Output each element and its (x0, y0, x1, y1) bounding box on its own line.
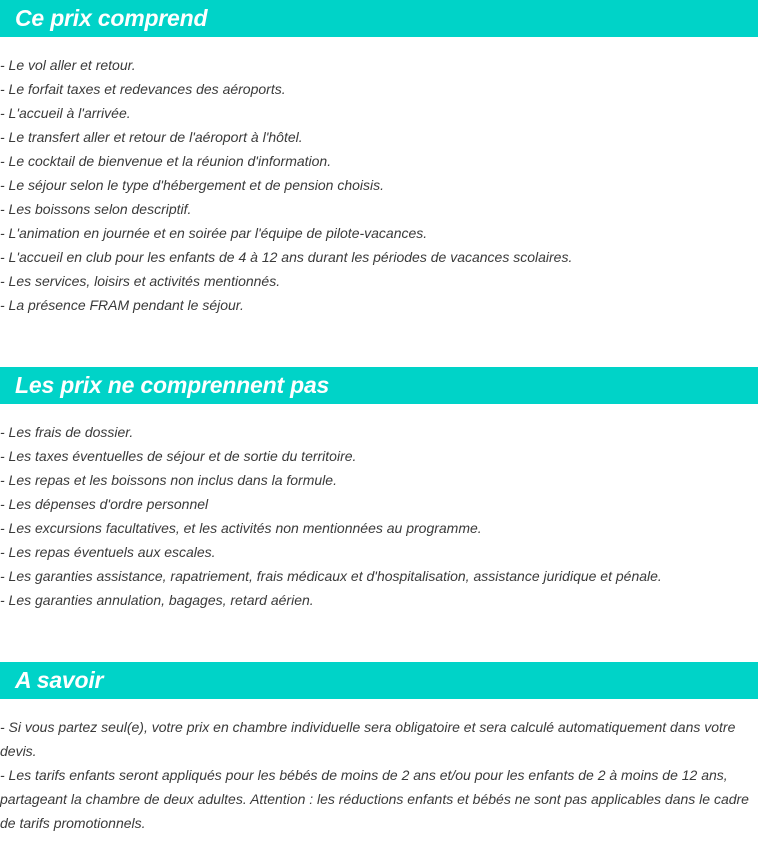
section-title: Ce prix comprend (15, 5, 208, 31)
list-item: - Les frais de dossier. (0, 424, 134, 440)
list-item: - Le forfait taxes et redevances des aéroports. (0, 81, 286, 97)
list-item: - Les excursions facultatives, et les activités non mentionnées au programme. (0, 520, 482, 536)
list-item: - Les dépenses d'ordre personnel (0, 496, 209, 512)
section-header (0, 662, 758, 699)
list-item: - Le vol aller et retour. (0, 57, 136, 73)
list-item: - Les garanties assistance, rapatriement, frais médicaux et d'hospitalisation, assistance juridique et pénale. (0, 568, 662, 584)
section-header (0, 367, 758, 404)
section-title: A savoir (15, 667, 104, 693)
notes-list (0, 715, 758, 835)
list-item: - Les garanties annulation, bagages, retard aérien. (0, 592, 314, 608)
list-item: - L'animation en journée et en soirée par l'équipe de pilote-vacances. (0, 225, 428, 241)
section-price-excludes (0, 367, 758, 612)
section-header (0, 0, 758, 37)
section-good-to-know (0, 662, 758, 835)
list-item: - Les services, loisirs et activités mentionnés. (0, 273, 281, 289)
list-item: - Le séjour selon le type d'hébergement et de pension choisis. (0, 177, 385, 193)
list-item: - Si vous partez seul(e), votre prix en chambre individuelle sera obligatoire et sera calculé automatiquement dans votre devis. (0, 719, 736, 759)
excludes-list (0, 420, 758, 612)
list-item: - Le transfert aller et retour de l'aéroport à l'hôtel. (0, 129, 303, 145)
list-item: - L'accueil à l'arrivée. (0, 105, 131, 121)
list-item: - Les repas éventuels aux escales. (0, 544, 216, 560)
section-price-includes (0, 0, 758, 317)
list-item: - La présence FRAM pendant le séjour. (0, 297, 244, 313)
list-item: - Les repas et les boissons non inclus dans la formule. (0, 472, 337, 488)
section-title: Les prix ne comprennent pas (15, 372, 330, 398)
list-item: - L'accueil en club pour les enfants de 4 à 12 ans durant les périodes de vacances scolaires. (0, 249, 573, 265)
list-item: - Le cocktail de bienvenue et la réunion d'information. (0, 153, 332, 169)
includes-list (0, 53, 758, 317)
list-item: - Les tarifs enfants seront appliqués pour les bébés de moins de 2 ans et/ou pour les enfants de 2 à moins de 12 ans, partageant la chambre de deux adultes. Attention : les réductions enfants et bébés ne sont pas applicables dans le cadre de tarifs promotionnels. (0, 767, 749, 831)
list-item: - Les boissons selon descriptif. (0, 201, 192, 217)
list-item: - Les taxes éventuelles de séjour et de sortie du territoire. (0, 448, 357, 464)
